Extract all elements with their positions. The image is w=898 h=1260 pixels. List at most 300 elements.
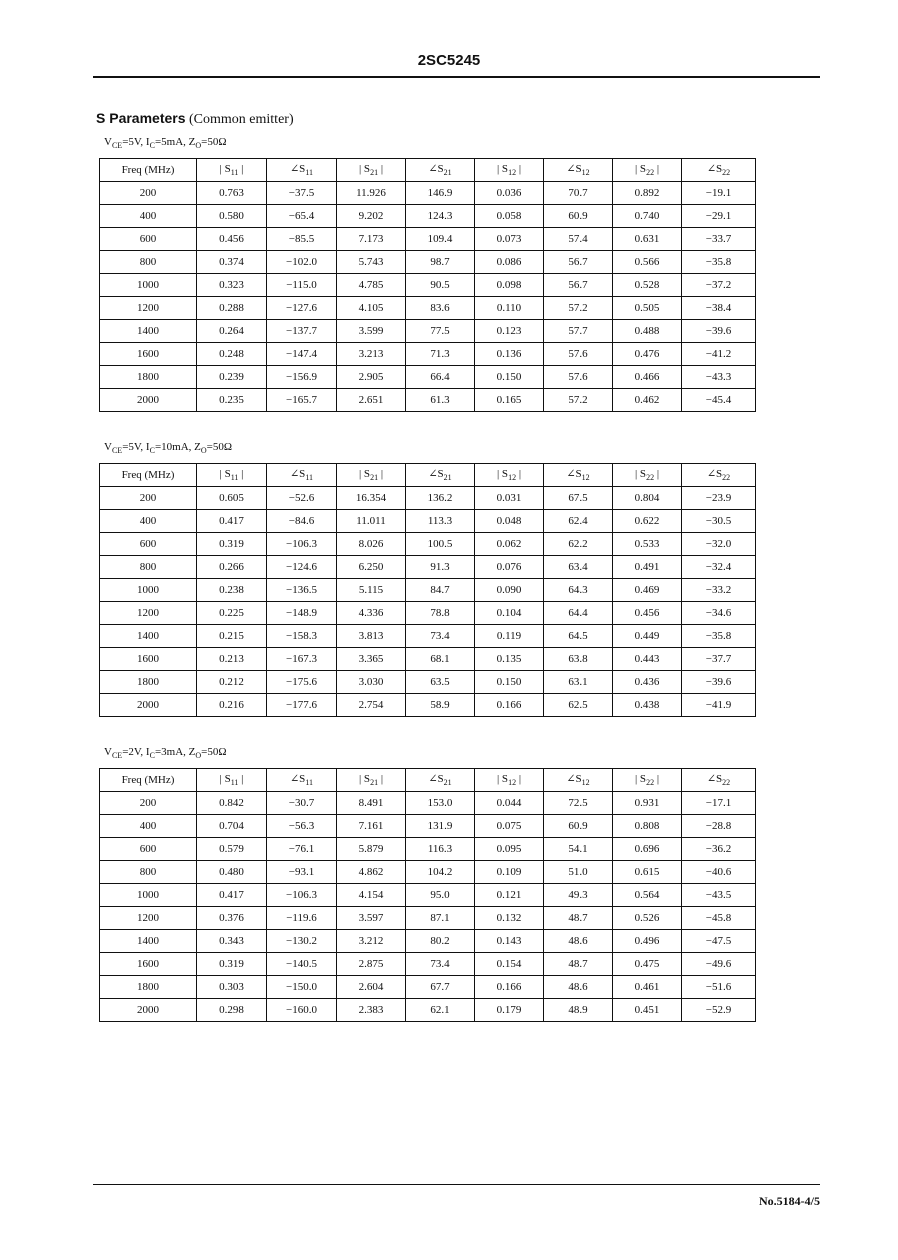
s22-angle-header [682, 159, 756, 182]
header-text: 11 [230, 778, 239, 788]
table-cell: 63.5 [406, 671, 475, 694]
table-cell: 1600 [100, 953, 197, 976]
table-cell: 0.580 [197, 205, 267, 228]
table-row [100, 579, 756, 602]
table-cell: 0.110 [475, 297, 544, 320]
table-cell: 5.115 [337, 579, 406, 602]
s21-magnitude-header [337, 464, 406, 487]
header-text: ∠S [706, 468, 723, 481]
table-cell: 0.496 [613, 930, 682, 953]
table-cell: 2.875 [337, 953, 406, 976]
table-cell: −30.7 [267, 792, 337, 815]
table-cell: 0.376 [197, 907, 267, 930]
table-cell: −167.3 [267, 648, 337, 671]
table-cell: 0.449 [613, 625, 682, 648]
table-row [100, 694, 756, 717]
table-cell: 0.451 [613, 999, 682, 1022]
table-cell: −37.2 [682, 274, 756, 297]
table-cell: 67.5 [544, 487, 613, 510]
table-cell: 0.154 [475, 953, 544, 976]
header-text: 21 [370, 778, 379, 788]
table-cell: 71.3 [406, 343, 475, 366]
table-cell: 1200 [100, 297, 197, 320]
table-cell: 78.8 [406, 602, 475, 625]
table-cell: 4.785 [337, 274, 406, 297]
table-cell: 73.4 [406, 625, 475, 648]
header-text: | [516, 772, 522, 785]
table-cell: 0.323 [197, 274, 267, 297]
table-cell: 70.7 [544, 182, 613, 205]
table-cell: −45.8 [682, 907, 756, 930]
table-cell: 95.0 [406, 884, 475, 907]
s12-angle-header [544, 464, 613, 487]
table-cell: −177.6 [267, 694, 337, 717]
table-cell: −106.3 [267, 533, 337, 556]
table-cell: 62.5 [544, 694, 613, 717]
table-row [100, 343, 756, 366]
table-cell: −33.7 [682, 228, 756, 251]
table-cell: 0.235 [197, 389, 267, 412]
table-header-row [100, 769, 756, 792]
header-text: | S [496, 467, 509, 480]
table-row [100, 838, 756, 861]
section-heading [96, 110, 294, 128]
table-row [100, 884, 756, 907]
table-cell: 87.1 [406, 907, 475, 930]
table-cell: 113.3 [406, 510, 475, 533]
header-text: | S [634, 162, 647, 175]
table-cell: 0.076 [475, 556, 544, 579]
table-cell: 0.931 [613, 792, 682, 815]
table-cell: 0.062 [475, 533, 544, 556]
table-cell: 0.298 [197, 999, 267, 1022]
table-cell: 0.526 [613, 907, 682, 930]
s11-magnitude-header [197, 769, 267, 792]
s21-magnitude-header [337, 769, 406, 792]
section-heading-rest: (Common emitter) [185, 112, 294, 127]
table-cell: −40.6 [682, 861, 756, 884]
table-cell: 1000 [100, 274, 197, 297]
table-cell: −160.0 [267, 999, 337, 1022]
table-cell: 0.842 [197, 792, 267, 815]
table-cell: 1400 [100, 930, 197, 953]
table-cell: −150.0 [267, 976, 337, 999]
header-text: ∠S [566, 468, 582, 481]
header-rule [93, 76, 820, 78]
table-cell: 0.036 [475, 182, 544, 205]
table-cell: 3.813 [337, 625, 406, 648]
table-cell: 200 [100, 792, 197, 815]
table-cell: −43.5 [682, 884, 756, 907]
table-cell: 0.264 [197, 320, 267, 343]
table-cell: 0.179 [475, 999, 544, 1022]
table-cell: 0.150 [475, 366, 544, 389]
table-cell: 0.150 [475, 671, 544, 694]
table-cell: −84.6 [267, 510, 337, 533]
table-row [100, 297, 756, 320]
table-header-row [100, 464, 756, 487]
table-row [100, 861, 756, 884]
table-row [100, 792, 756, 815]
header-text: ∠S [289, 468, 306, 481]
table-cell: 0.143 [475, 930, 544, 953]
header-text: | [516, 467, 522, 480]
s21-angle-header [406, 464, 475, 487]
table-row [100, 602, 756, 625]
table-cell: 600 [100, 228, 197, 251]
table-cell: 109.4 [406, 228, 475, 251]
table-cell: 4.336 [337, 602, 406, 625]
table-cell: 0.417 [197, 884, 267, 907]
table-cell: −23.9 [682, 487, 756, 510]
condition-part: O [195, 751, 202, 761]
condition-part: C [149, 141, 155, 151]
table-cell: −45.4 [682, 389, 756, 412]
table-cell: 4.154 [337, 884, 406, 907]
table-cell: 62.1 [406, 999, 475, 1022]
header-text: | S [219, 162, 231, 175]
table-cell: 3.213 [337, 343, 406, 366]
header-text: | S [634, 772, 647, 785]
table-cell: 0.456 [613, 602, 682, 625]
table-cell: 56.7 [544, 251, 613, 274]
table-cell: −102.0 [267, 251, 337, 274]
table-cell: 0.631 [613, 228, 682, 251]
table-cell: 51.0 [544, 861, 613, 884]
table-cell: 60.9 [544, 815, 613, 838]
s12-angle-header [544, 159, 613, 182]
table-row [100, 251, 756, 274]
table-cell: −56.3 [267, 815, 337, 838]
table-cell: 77.5 [406, 320, 475, 343]
condition-part: =5V, I [122, 441, 150, 453]
header-text: 12 [508, 778, 517, 788]
table-cell: 0.443 [613, 648, 682, 671]
table-cell: 0.031 [475, 487, 544, 510]
table-cell: 0.165 [475, 389, 544, 412]
table-cell: 7.173 [337, 228, 406, 251]
table-cell: 61.3 [406, 389, 475, 412]
table-cell: 0.132 [475, 907, 544, 930]
table-cell: −47.5 [682, 930, 756, 953]
table-cell: −52.9 [682, 999, 756, 1022]
table-cell: 400 [100, 510, 197, 533]
test-conditions [104, 746, 227, 760]
table-cell: −119.6 [267, 907, 337, 930]
header-text: 22 [646, 473, 655, 483]
table-cell: 68.1 [406, 648, 475, 671]
table-row [100, 648, 756, 671]
table-cell: −28.8 [682, 815, 756, 838]
table-cell: 0.476 [613, 343, 682, 366]
header-text: | S [496, 772, 509, 785]
table-cell: 5.879 [337, 838, 406, 861]
table-row [100, 671, 756, 694]
table-cell: −115.0 [267, 274, 337, 297]
condition-part: =2V, I [122, 746, 150, 758]
table-cell: 146.9 [406, 182, 475, 205]
table-cell: −137.7 [267, 320, 337, 343]
table-cell: 84.7 [406, 579, 475, 602]
table-cell: 0.704 [197, 815, 267, 838]
header-text: 11 [230, 168, 239, 178]
table-cell: −127.6 [267, 297, 337, 320]
table-cell: 800 [100, 556, 197, 579]
s21-magnitude-header [337, 159, 406, 182]
table-cell: −39.6 [682, 671, 756, 694]
header-text: 21 [370, 473, 379, 483]
table-cell: 7.161 [337, 815, 406, 838]
table-cell: 0.044 [475, 792, 544, 815]
header-text: | [654, 467, 660, 480]
header-text: 12 [581, 473, 590, 483]
table-cell: 2000 [100, 694, 197, 717]
table-cell: 57.6 [544, 343, 613, 366]
table-cell: 56.7 [544, 274, 613, 297]
table-cell: 0.491 [613, 556, 682, 579]
header-text: 11 [305, 168, 314, 178]
table-cell: −35.8 [682, 251, 756, 274]
table-cell: 83.6 [406, 297, 475, 320]
s11-angle-header [267, 769, 337, 792]
table-cell: −85.5 [267, 228, 337, 251]
table-cell: 48.6 [544, 930, 613, 953]
s22-angle-header [682, 464, 756, 487]
table-cell: 0.104 [475, 602, 544, 625]
header-text: | [378, 772, 384, 785]
s22-magnitude-header [613, 159, 682, 182]
s12-magnitude-header [475, 464, 544, 487]
table-cell: −165.7 [267, 389, 337, 412]
header-text: 22 [722, 473, 731, 483]
table-cell: 0.579 [197, 838, 267, 861]
condition-part: V [104, 746, 112, 758]
table-cell: 57.4 [544, 228, 613, 251]
table-row [100, 228, 756, 251]
freq-header [100, 769, 197, 792]
table-cell: 0.763 [197, 182, 267, 205]
condition-part: CE [111, 446, 123, 456]
table-cell: 400 [100, 205, 197, 228]
header-text: | [238, 772, 244, 785]
table-cell: 0.740 [613, 205, 682, 228]
header-text: | S [219, 772, 231, 785]
table-cell: −130.2 [267, 930, 337, 953]
table-cell: 0.605 [197, 487, 267, 510]
table-cell: −65.4 [267, 205, 337, 228]
table-cell: 64.3 [544, 579, 613, 602]
header-text: 21 [370, 168, 379, 178]
freq-header [100, 159, 197, 182]
table-cell: 0.804 [613, 487, 682, 510]
document-number: No.5184-4/5 [759, 1194, 820, 1208]
table-cell: −36.2 [682, 838, 756, 861]
table-cell: 57.2 [544, 389, 613, 412]
table-cell: −43.3 [682, 366, 756, 389]
s11-angle-header [267, 464, 337, 487]
s22-angle-header [682, 769, 756, 792]
table-row [100, 556, 756, 579]
table-cell: 104.2 [406, 861, 475, 884]
table-cell: 0.212 [197, 671, 267, 694]
table-cell: 1800 [100, 976, 197, 999]
header-text: ∠S [428, 163, 444, 176]
table-cell: −34.6 [682, 602, 756, 625]
table-cell: 1800 [100, 366, 197, 389]
condition-part: =50Ω [201, 136, 227, 148]
table-cell: 0.696 [613, 838, 682, 861]
table-cell: −37.7 [682, 648, 756, 671]
s11-magnitude-header [197, 159, 267, 182]
table-cell: −76.1 [267, 838, 337, 861]
table-cell: 0.480 [197, 861, 267, 884]
table-cell: 91.3 [406, 556, 475, 579]
table-cell: 64.4 [544, 602, 613, 625]
table-cell: 48.6 [544, 976, 613, 999]
s12-magnitude-header [475, 769, 544, 792]
table-cell: 64.5 [544, 625, 613, 648]
table-cell: 3.212 [337, 930, 406, 953]
table-cell: 0.058 [475, 205, 544, 228]
table-cell: 1400 [100, 625, 197, 648]
table-cell: 0.166 [475, 976, 544, 999]
table-cell: 0.892 [613, 182, 682, 205]
header-text: ∠S [428, 468, 444, 481]
table-cell: 0.121 [475, 884, 544, 907]
table-cell: −148.9 [267, 602, 337, 625]
table-cell: 0.417 [197, 510, 267, 533]
table-cell: 0.123 [475, 320, 544, 343]
condition-part: V [104, 441, 112, 453]
footer-rule [93, 1184, 820, 1185]
table-cell: −19.1 [682, 182, 756, 205]
s-parameter-table [99, 158, 756, 412]
table-cell: −39.6 [682, 320, 756, 343]
table-cell: 0.528 [613, 274, 682, 297]
table-cell: 54.1 [544, 838, 613, 861]
condition-part: O [200, 446, 207, 456]
table-cell: 6.250 [337, 556, 406, 579]
table-cell: 2.383 [337, 999, 406, 1022]
table-cell: 0.319 [197, 533, 267, 556]
table-cell: 0.048 [475, 510, 544, 533]
header-text: | [516, 162, 522, 175]
table-cell: 0.456 [197, 228, 267, 251]
table-cell: −49.6 [682, 953, 756, 976]
table-cell: 0.475 [613, 953, 682, 976]
table-cell: 16.354 [337, 487, 406, 510]
table-cell: 0.166 [475, 694, 544, 717]
table-row [100, 487, 756, 510]
table-cell: 48.9 [544, 999, 613, 1022]
header-text: | [654, 162, 660, 175]
table-cell: 600 [100, 838, 197, 861]
part-number-title: 2SC5245 [417, 52, 481, 69]
table-row [100, 976, 756, 999]
table-cell: 3.599 [337, 320, 406, 343]
table-cell: 0.343 [197, 930, 267, 953]
condition-part: =3mA, Z [154, 746, 196, 758]
header-text: | S [634, 467, 647, 480]
table-cell: 0.238 [197, 579, 267, 602]
header-text: ∠S [706, 773, 723, 786]
condition-part: =5mA, Z [154, 136, 196, 148]
table-cell: 48.7 [544, 953, 613, 976]
table-cell: 90.5 [406, 274, 475, 297]
table-cell: 8.026 [337, 533, 406, 556]
condition-part: CE [111, 751, 123, 761]
table-cell: −175.6 [267, 671, 337, 694]
table-cell: 1600 [100, 343, 197, 366]
header-text: ∠S [566, 773, 582, 786]
table-cell: −17.1 [682, 792, 756, 815]
condition-part: =10mA, Z [154, 441, 201, 453]
header-text: | S [358, 772, 371, 785]
table-cell: −37.5 [267, 182, 337, 205]
table-cell: 0.225 [197, 602, 267, 625]
table-cell: 0.505 [613, 297, 682, 320]
header-text: 21 [443, 778, 452, 788]
table-cell: −52.6 [267, 487, 337, 510]
table-cell: 62.2 [544, 533, 613, 556]
table-cell: 0.086 [475, 251, 544, 274]
table-cell: 2.651 [337, 389, 406, 412]
table-cell: 0.075 [475, 815, 544, 838]
table-row [100, 815, 756, 838]
table-cell: 8.491 [337, 792, 406, 815]
table-cell: 1800 [100, 671, 197, 694]
table-cell: 0.622 [613, 510, 682, 533]
table-cell: 0.239 [197, 366, 267, 389]
table-cell: 2.754 [337, 694, 406, 717]
table-cell: 49.3 [544, 884, 613, 907]
s12-angle-header [544, 769, 613, 792]
table-row [100, 182, 756, 205]
table-cell: 62.4 [544, 510, 613, 533]
header-text: 11 [305, 473, 314, 483]
header-text: 12 [581, 168, 590, 178]
table-cell: 0.109 [475, 861, 544, 884]
table-cell: −30.5 [682, 510, 756, 533]
table-cell: 1600 [100, 648, 197, 671]
header-text: ∠S [428, 773, 444, 786]
table-cell: 2.905 [337, 366, 406, 389]
table-cell: −41.9 [682, 694, 756, 717]
table-cell: 124.3 [406, 205, 475, 228]
table-cell: 400 [100, 815, 197, 838]
table-cell: −41.2 [682, 343, 756, 366]
header-text: Freq (MHz) [121, 774, 175, 786]
header-text: 22 [722, 168, 731, 178]
header-text: ∠S [706, 163, 723, 176]
condition-part: C [149, 751, 155, 761]
table-cell: 0.808 [613, 815, 682, 838]
table-cell: 1200 [100, 907, 197, 930]
header-text: 12 [508, 473, 517, 483]
table-cell: 0.136 [475, 343, 544, 366]
table-cell: −158.3 [267, 625, 337, 648]
table-cell: −33.2 [682, 579, 756, 602]
table-cell: 58.9 [406, 694, 475, 717]
table-cell: −29.1 [682, 205, 756, 228]
s21-angle-header [406, 159, 475, 182]
s-parameter-table [99, 463, 756, 717]
table-cell: 63.1 [544, 671, 613, 694]
table-cell: −147.4 [267, 343, 337, 366]
condition-part: C [149, 446, 155, 456]
header-text: | [378, 467, 384, 480]
table-cell: 0.615 [613, 861, 682, 884]
